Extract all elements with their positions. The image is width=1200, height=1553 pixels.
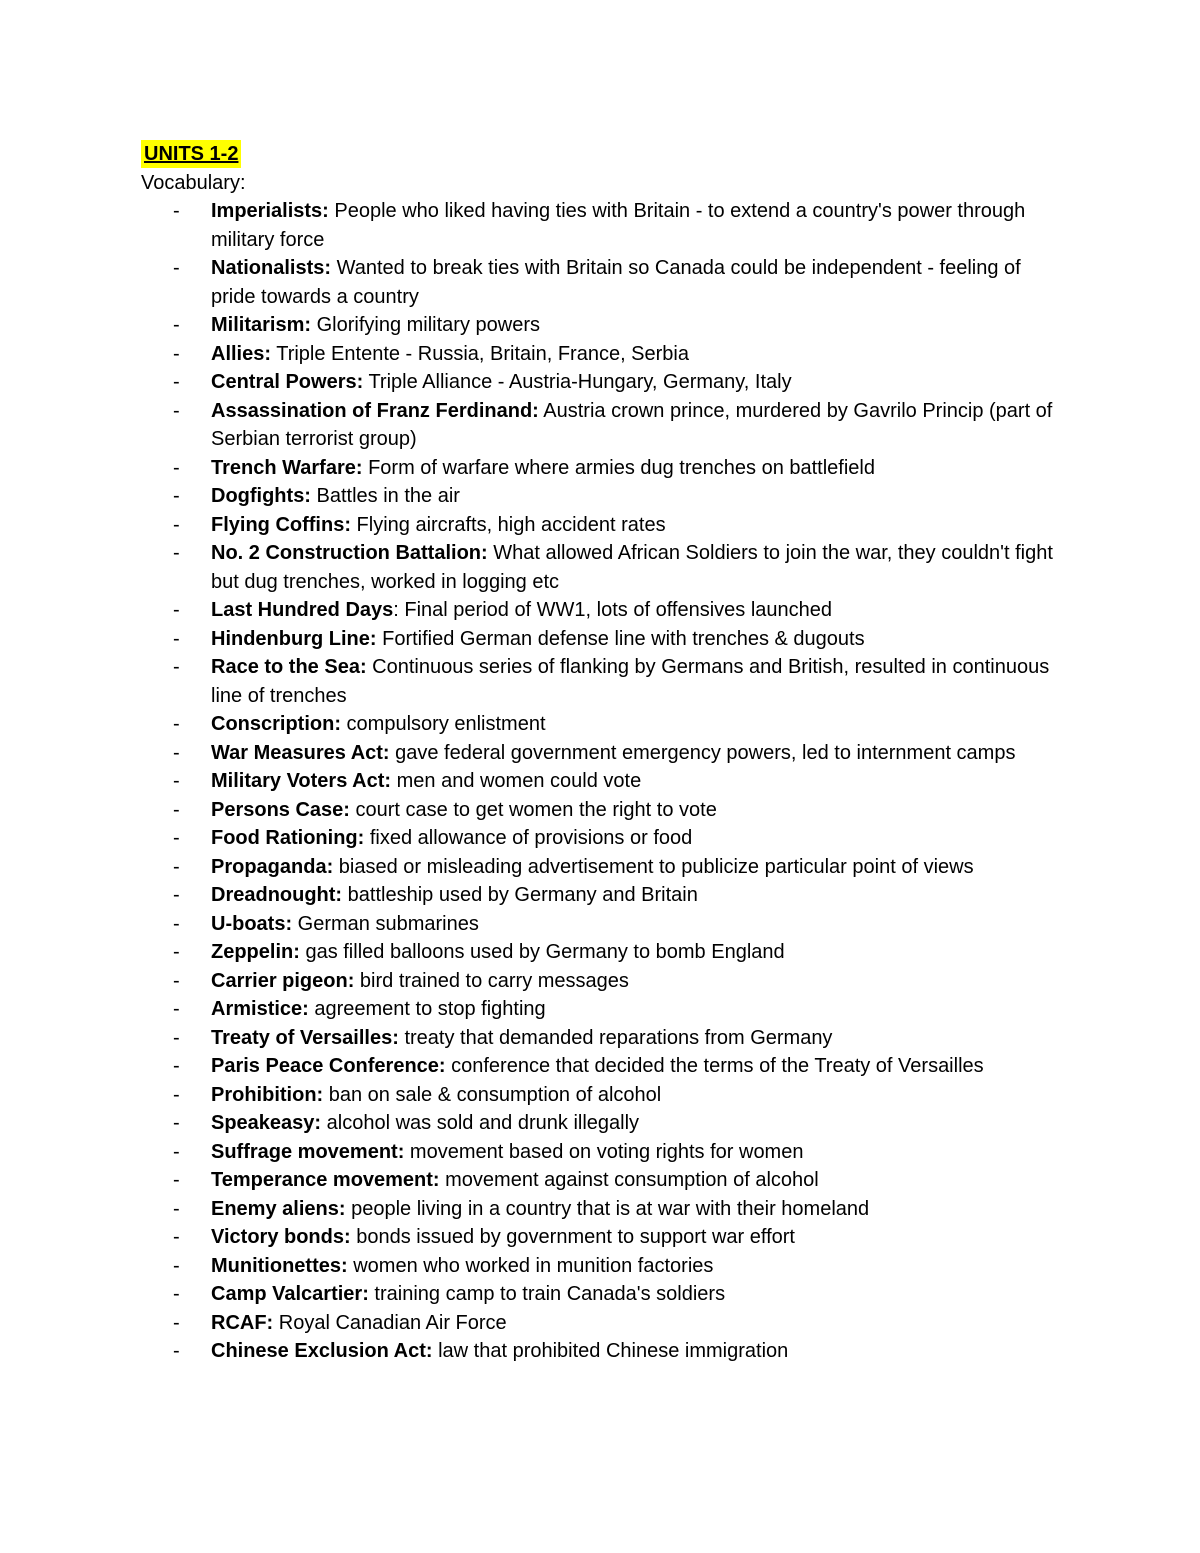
vocabulary-definition: biased or misleading advertisement to publicize particular point of views <box>333 855 974 878</box>
vocabulary-definition: conference that decided the terms of the Treaty of Versailles <box>445 1055 984 1077</box>
vocabulary-definition: Glorifying military powers <box>311 314 540 336</box>
vocabulary-definition: fixed allowance of provisions or food <box>364 827 693 849</box>
vocabulary-term: Conscription: <box>211 713 341 735</box>
vocabulary-item <box>141 938 1061 967</box>
vocabulary-definition: compulsory enlistment <box>341 713 546 735</box>
list-dash: - <box>173 456 180 479</box>
vocabulary-item <box>141 596 1061 625</box>
vocabulary-term: Militarism: <box>211 314 312 336</box>
vocabulary-definition: gas filled balloons used by Germany to bomb England <box>299 941 785 963</box>
vocabulary-term: Suffrage movement: <box>211 1140 405 1163</box>
vocabulary-definition: training camp to train Canada's soldiers <box>368 1283 726 1305</box>
list-dash: - <box>173 941 180 963</box>
list-dash: - <box>173 599 180 621</box>
vocabulary-term: Assassination of Franz Ferdinand: <box>211 399 539 422</box>
vocabulary-item <box>141 653 1061 710</box>
vocabulary-term: Chinese Exclusion Act: <box>211 1340 433 1362</box>
vocabulary-term: Speakeasy: <box>211 1112 322 1134</box>
vocabulary-item <box>141 967 1061 996</box>
vocabulary-definition: men and women could vote <box>391 770 642 792</box>
vocabulary-definition: battleship used by Germany and Britain <box>342 884 698 906</box>
vocabulary-definition: Battles in the air <box>310 485 460 507</box>
list-dash: - <box>173 855 180 878</box>
vocabulary-item <box>141 197 1061 254</box>
vocabulary-item <box>141 1309 1061 1338</box>
vocabulary-item <box>141 1195 1061 1224</box>
list-dash: - <box>173 542 180 564</box>
list-dash: - <box>173 1197 180 1220</box>
vocabulary-item <box>141 340 1061 369</box>
vocabulary-definition: Fortified German defense line with trenches & dugouts <box>376 627 865 650</box>
vocabulary-definition: Flying aircrafts, high accident rates <box>350 513 666 536</box>
vocabulary-definition: alcohol was sold and drunk illegally <box>321 1112 640 1134</box>
vocabulary-term: Food Rationing: <box>211 827 365 849</box>
vocabulary-item <box>141 1081 1061 1110</box>
list-dash: - <box>173 1140 180 1163</box>
vocabulary-item <box>141 796 1061 825</box>
document-page <box>141 140 1061 1366</box>
vocabulary-term: Victory bonds: <box>211 1226 351 1248</box>
vocabulary-item <box>141 1337 1061 1366</box>
list-dash: - <box>173 770 180 792</box>
vocabulary-definition: What allowed African Soldiers to join the war, they couldn't fight but dug trenches, worked in logging etc <box>211 542 1053 593</box>
vocabulary-term: U-boats: <box>211 912 293 935</box>
vocabulary-term: Paris Peace Conference: <box>211 1055 446 1077</box>
list-dash: - <box>173 1026 180 1049</box>
vocabulary-item <box>141 739 1061 768</box>
vocabulary-definition: Royal Canadian Air Force <box>273 1311 507 1334</box>
vocabulary-term: Central Powers: <box>211 371 364 393</box>
list-dash: - <box>173 1254 180 1277</box>
list-dash: - <box>173 485 180 507</box>
vocabulary-term: Prohibition: <box>211 1083 324 1106</box>
vocabulary-item <box>141 454 1061 483</box>
list-dash: - <box>173 713 180 735</box>
list-dash: - <box>173 1283 180 1305</box>
vocabulary-item <box>141 767 1061 796</box>
vocabulary-definition: people living in a country that is at war with their homeland <box>345 1197 870 1220</box>
vocabulary-item <box>141 482 1061 511</box>
vocabulary-item <box>141 1138 1061 1167</box>
vocabulary-item <box>141 1280 1061 1309</box>
list-dash: - <box>173 912 180 935</box>
vocabulary-definition: ban on sale & consumption of alcohol <box>323 1083 662 1106</box>
vocabulary-definition: court case to get women the right to vote <box>349 798 717 821</box>
list-dash: - <box>173 1083 180 1106</box>
vocabulary-term: Hindenburg Line: <box>211 627 377 650</box>
list-dash: - <box>173 827 180 849</box>
list-dash: - <box>173 257 180 279</box>
vocabulary-item <box>141 710 1061 739</box>
list-dash: - <box>173 798 180 821</box>
vocabulary-item <box>141 539 1061 596</box>
vocabulary-definition: gave federal government emergency powers, led to internment camps <box>389 741 1016 764</box>
vocabulary-definition: Triple Entente - Russia, Britain, France, Serbia <box>271 342 689 365</box>
vocabulary-item <box>141 1223 1061 1252</box>
list-dash: - <box>173 1055 180 1077</box>
vocabulary-term: Last Hundred Days <box>211 599 394 621</box>
vocabulary-term: Allies: <box>211 342 272 365</box>
vocabulary-item <box>141 397 1061 454</box>
vocabulary-term: Race to the Sea: <box>211 656 367 678</box>
list-dash: - <box>173 969 180 992</box>
vocabulary-term: Persons Case: <box>211 798 350 821</box>
vocabulary-definition: bird trained to carry messages <box>354 969 629 992</box>
vocabulary-term: Imperialists: <box>211 200 329 222</box>
list-dash: - <box>173 200 180 222</box>
vocabulary-term: Camp Valcartier: <box>211 1283 369 1305</box>
vocabulary-item <box>141 1252 1061 1281</box>
list-dash: - <box>173 342 180 365</box>
vocabulary-item <box>141 368 1061 397</box>
vocabulary-list <box>141 197 1061 1366</box>
vocabulary-definition: women who worked in munition factories <box>347 1254 714 1277</box>
vocabulary-item <box>141 824 1061 853</box>
vocabulary-term: RCAF: <box>211 1311 274 1334</box>
vocabulary-term: Treaty of Versailles: <box>211 1026 399 1049</box>
vocabulary-item <box>141 910 1061 939</box>
list-dash: - <box>173 371 180 393</box>
vocabulary-definition: movement based on voting rights for women <box>404 1140 804 1163</box>
vocabulary-definition: Triple Alliance - Austria-Hungary, Germany, Italy <box>363 371 792 393</box>
vocabulary-item <box>141 881 1061 910</box>
list-dash: - <box>173 314 180 336</box>
vocabulary-term: Military Voters Act: <box>211 770 392 792</box>
list-dash: - <box>173 513 180 536</box>
vocabulary-definition: German submarines <box>292 912 479 935</box>
vocabulary-definition: Form of warfare where armies dug trenches on battlefield <box>362 456 875 479</box>
vocabulary-term: Propaganda: <box>211 855 334 878</box>
vocabulary-term: Carrier pigeon: <box>211 969 355 992</box>
list-dash: - <box>173 399 180 422</box>
vocabulary-term: Flying Coffins: <box>211 513 351 536</box>
list-dash: - <box>173 998 180 1020</box>
list-dash: - <box>173 627 180 650</box>
vocabulary-term: Trench Warfare: <box>211 456 363 479</box>
vocabulary-term: Enemy aliens: <box>211 1197 346 1220</box>
vocabulary-definition: movement against consumption of alcohol <box>439 1169 819 1191</box>
vocabulary-item <box>141 1024 1061 1053</box>
vocabulary-definition: Austria crown prince, murdered by Gavrilo Princip (part of Serbian terrorist group) <box>211 399 1053 450</box>
list-dash: - <box>173 884 180 906</box>
vocabulary-item <box>141 1166 1061 1195</box>
vocabulary-term: Temperance movement: <box>211 1169 440 1191</box>
vocabulary-term: Nationalists: <box>211 257 332 279</box>
vocabulary-definition: bonds issued by government to support war effort <box>350 1226 795 1248</box>
vocabulary-definition: agreement to stop fighting <box>308 998 546 1020</box>
vocabulary-item <box>141 1109 1061 1138</box>
units-heading: UNITS 1-2 <box>141 140 241 168</box>
vocabulary-definition: Continuous series of flanking by Germans and British, resulted in continuous line of trenches <box>211 656 1050 707</box>
vocabulary-item <box>141 254 1061 311</box>
vocabulary-definition: Wanted to break ties with Britain so Canada could be independent - feeling of pride towards a country <box>211 257 1021 308</box>
vocabulary-term: No. 2 Construction Battalion: <box>211 542 488 564</box>
list-dash: - <box>173 1169 180 1191</box>
list-dash: - <box>173 1340 180 1362</box>
vocabulary-term: Zeppelin: <box>211 941 300 963</box>
vocabulary-subheading: Vocabulary: <box>141 172 246 194</box>
vocabulary-item <box>141 311 1061 340</box>
vocabulary-item <box>141 625 1061 654</box>
list-dash: - <box>173 1112 180 1134</box>
vocabulary-definition: treaty that demanded reparations from Germany <box>398 1026 833 1049</box>
list-dash: - <box>173 1226 180 1248</box>
vocabulary-item <box>141 1052 1061 1081</box>
vocabulary-term: Armistice: <box>211 998 309 1020</box>
vocabulary-term: Dogfights: <box>211 485 311 507</box>
vocabulary-item <box>141 995 1061 1024</box>
list-dash: - <box>173 741 180 764</box>
vocabulary-definition: People who liked having ties with Britain - to extend a country's power through military force <box>211 200 1026 251</box>
list-dash: - <box>173 656 180 678</box>
vocabulary-item <box>141 511 1061 540</box>
vocabulary-definition: : Final period of WW1, lots of offensives launched <box>393 599 833 621</box>
vocabulary-term: Munitionettes: <box>211 1254 348 1277</box>
vocabulary-definition: law that prohibited Chinese immigration <box>432 1340 789 1362</box>
vocabulary-term: Dreadnought: <box>211 884 343 906</box>
list-dash: - <box>173 1311 180 1334</box>
vocabulary-term: War Measures Act: <box>211 741 390 764</box>
vocabulary-item <box>141 853 1061 882</box>
